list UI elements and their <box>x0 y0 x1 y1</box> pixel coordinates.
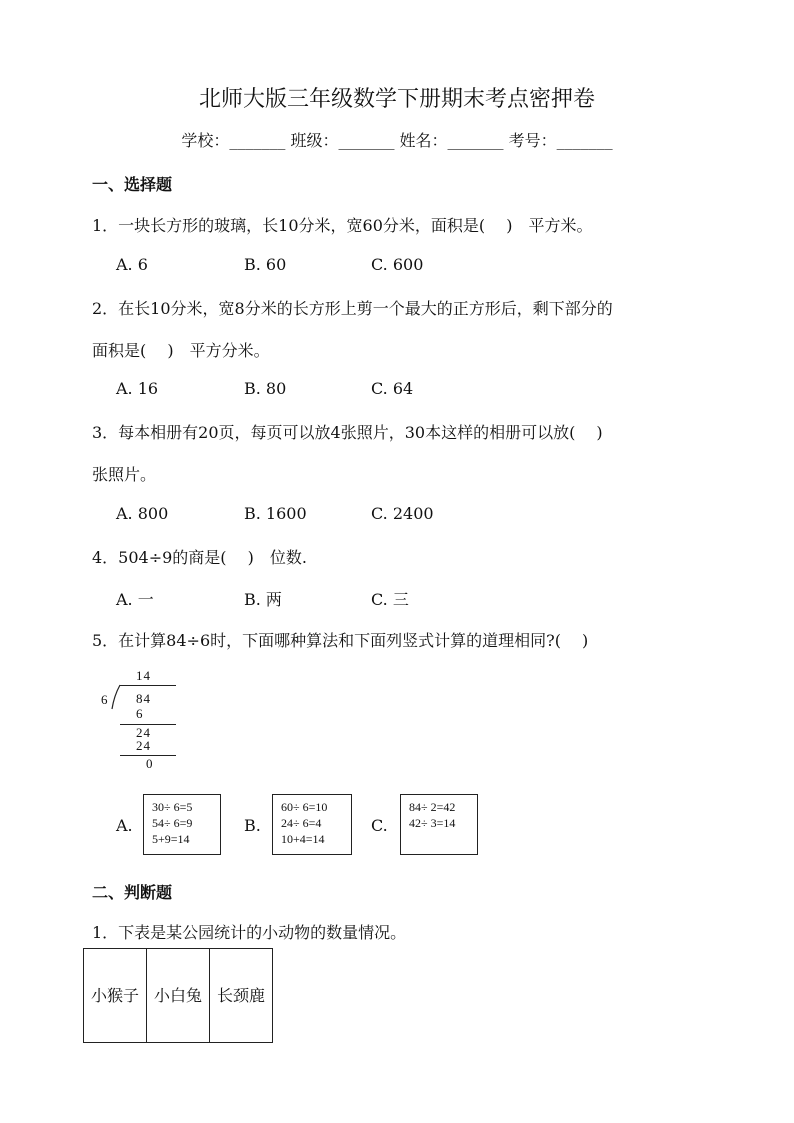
page-title: 北师大版三年级数学下册期末考点密押卷 <box>198 87 595 112</box>
box-b-line: 10+4=14 <box>281 832 325 846</box>
division-quotient: 14 <box>136 668 151 683</box>
q4-option-a: A. 一 <box>116 590 154 609</box>
q5-option-b-box <box>272 794 352 855</box>
box-a-line: 5+9=14 <box>152 832 190 846</box>
q4-option-c: C. 三 <box>371 590 409 609</box>
table-header-cell: 小猴子 <box>84 949 147 1043</box>
division-step-3: 24 <box>136 738 151 753</box>
q5-option-c-label: C. <box>371 816 388 835</box>
box-a-line: 30÷ 6=5 <box>152 800 193 814</box>
question-4: 4．504÷9的商是( ) 位数. <box>92 548 307 567</box>
q5-option-a-label: A. <box>116 816 133 835</box>
section-choice-heading: 一、选择题 <box>92 175 173 194</box>
division-step-2: 24 <box>136 725 151 740</box>
student-info-line: 学校：_______ 班级：_______ 姓名：_______ 考号：_______ <box>181 131 613 150</box>
judge-question-1: 1．下表是某公园统计的小动物的数量情况。 <box>92 923 407 942</box>
q2-option-b: B. 80 <box>244 379 287 398</box>
q5-option-c-box <box>400 794 478 855</box>
q1-option-a: A. 6 <box>116 255 148 274</box>
division-divisor: 6 <box>101 692 109 707</box>
q3-option-a: A. 800 <box>116 504 169 523</box>
q2-option-a: A. 16 <box>116 379 159 398</box>
box-b-line: 24÷ 6=4 <box>281 816 322 830</box>
division-top-bar <box>120 685 176 686</box>
table-header-cell: 长颈鹿 <box>210 949 273 1043</box>
q5-option-a-box <box>143 794 221 855</box>
question-3-line2: 张照片。 <box>92 465 157 484</box>
division-bracket-icon <box>110 684 124 710</box>
animal-count-table <box>83 948 273 1043</box>
q3-option-b: B. 1600 <box>244 504 307 523</box>
q5-option-b-label: B. <box>244 816 261 835</box>
box-a-line: 54÷ 6=9 <box>152 816 193 830</box>
division-step-1: 6 <box>136 706 144 721</box>
box-c-line: 84÷ 2=42 <box>409 800 456 814</box>
division-dividend: 84 <box>136 691 151 706</box>
q4-option-b: B. 两 <box>244 590 282 609</box>
question-1: 1．一块长方形的玻璃，长10分米，宽60分米，面积是( ) 平方米。 <box>92 216 593 235</box>
box-c-line: 42÷ 3=14 <box>409 816 456 830</box>
section-judge-heading: 二、判断题 <box>92 883 173 902</box>
box-b-line: 60÷ 6=10 <box>281 800 328 814</box>
table-header-cell: 小白兔 <box>147 949 210 1043</box>
question-2-line1: 2．在长10分米，宽8分米的长方形上剪一个最大的正方形后，剩下部分的 <box>92 299 613 318</box>
question-5: 5．在计算84÷6时，下面哪种算法和下面列竖式计算的道理相同?( ) <box>92 631 589 650</box>
question-3-line1: 3．每本相册有20页，每页可以放4张照片，30本这样的相册可以放( ) <box>92 423 603 442</box>
q1-option-b: B. 60 <box>244 255 287 274</box>
table-row <box>84 949 273 1043</box>
q3-option-c: C. 2400 <box>371 504 434 523</box>
division-remainder: 0 <box>146 756 154 771</box>
q1-option-c: C. 600 <box>371 255 424 274</box>
question-2-line2: 面积是( ) 平方分米。 <box>92 341 270 360</box>
q2-option-c: C. 64 <box>371 379 414 398</box>
